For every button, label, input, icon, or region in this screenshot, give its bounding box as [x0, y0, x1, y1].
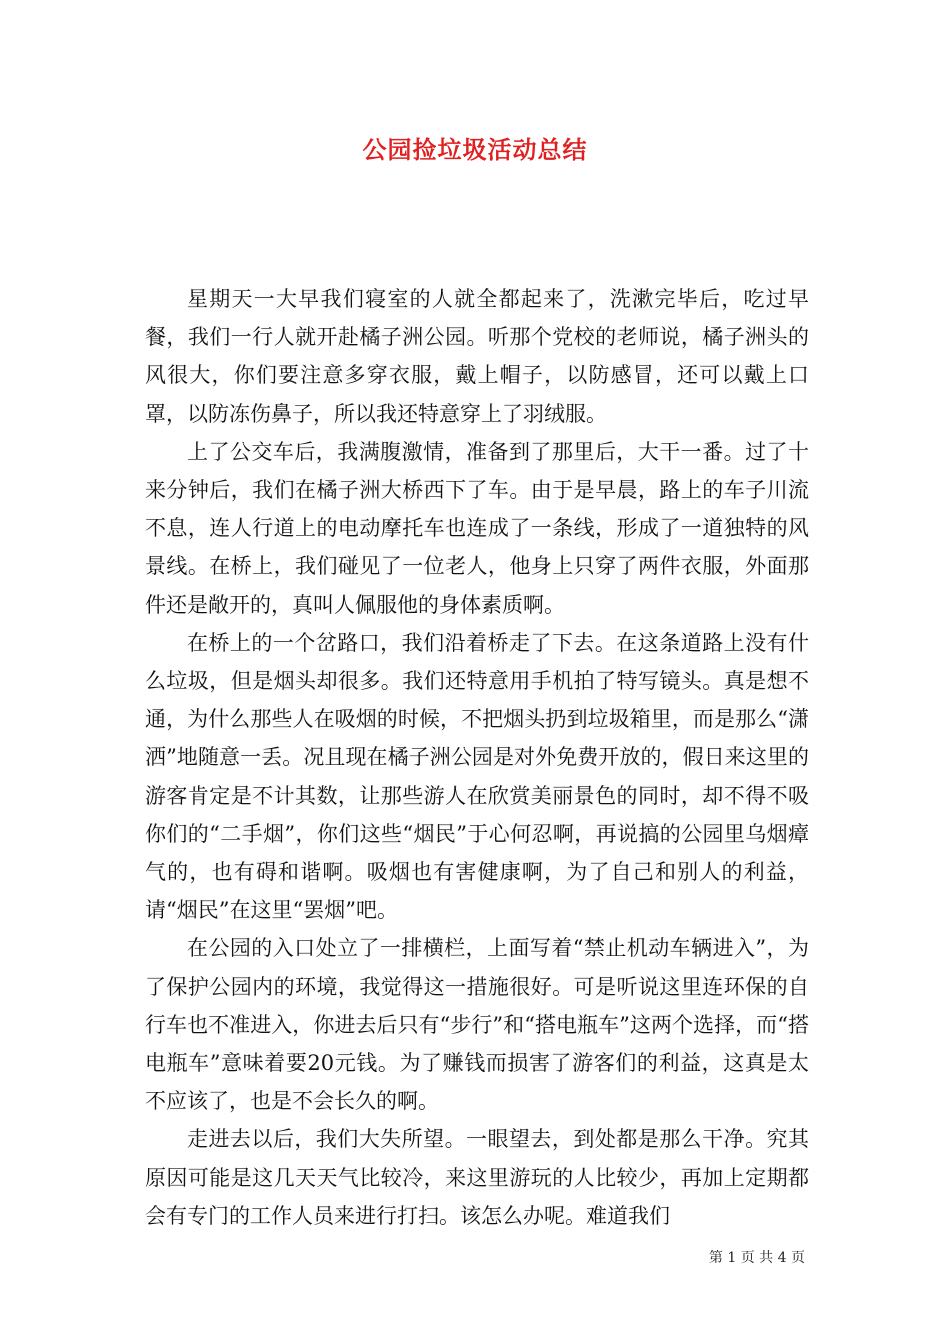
paragraph-3: 在桥上的一个岔路口，我们沿着桥走了下去。在这条道路上没有什么垃圾，但是烟头却很多。我们还特意用手机拍了特写镜头。真是想不通，为什么那些人在吸烟的时候，不把烟头扔到垃圾箱里，而是那么“潇洒”地随意一丢。况且现在橘子洲公园是对外免费开放的，假日来这里的游客肯定是不计其数，让那些游人在欣赏美丽景色的同时，却不得不吸你们的“二手烟”，你们这些“烟民”于心何忍啊，再说搞的公园里乌烟瘴气的，也有碍和谐啊。吸烟也有害健康啊，为了自己和别人的利益，请“烟民”在这里“罢烟”吧。	[145, 630, 809, 923]
page-number-footer: 第 1 页 共 4 页	[708, 1250, 805, 1266]
paragraph-4: 在公园的入口处立了一排横栏，上面写着“禁止机动车辆进入”，为了保护公园内的环境，我觉得这一措施很好。可是听说这里连环保的自行车也不准进入，你进去后只有“步行”和“搭电瓶车”这两个选择，而“搭电瓶车”意味着要20元钱。为了赚钱而损害了游客们的利益，这真是太不应该了，也是不会长久的啊。	[145, 936, 809, 1114]
document-body	[145, 280, 809, 1235]
document-title: 公园捡垃圾活动总结	[362, 135, 588, 164]
paragraph-1: 星期天一大早我们寝室的人就全都起来了，洗漱完毕后，吃过早餐，我们一行人就开赴橘子洲公园。听那个党校的老师说，橘子洲头的风很大，你们要注意多穿衣服，戴上帽子，以防感冒，还可以戴上口罩，以防冻伤鼻子，所以我还特意穿上了羽绒服。	[145, 287, 809, 426]
paragraph-2: 上了公交车后，我满腹激情，准备到了那里后，大干一番。过了十来分钟后，我们在橘子洲大桥西下了车。由于是早晨，路上的车子川流不息，连人行道上的电动摩托车也连成了一条线，形成了一道独特的风景线。在桥上，我们碰见了一位老人，他身上只穿了两件衣服，外面那件还是敞开的，真叫人佩服他的身体素质啊。	[145, 439, 809, 617]
paragraph-5: 走进去以后，我们大失所望。一眼望去，到处都是那么干净。究其原因可能是这几天天气比较冷，来这里游玩的人比较少，再加上定期都会有专门的工作人员来进行打扫。该怎么办呢。难道我们	[145, 1127, 809, 1228]
